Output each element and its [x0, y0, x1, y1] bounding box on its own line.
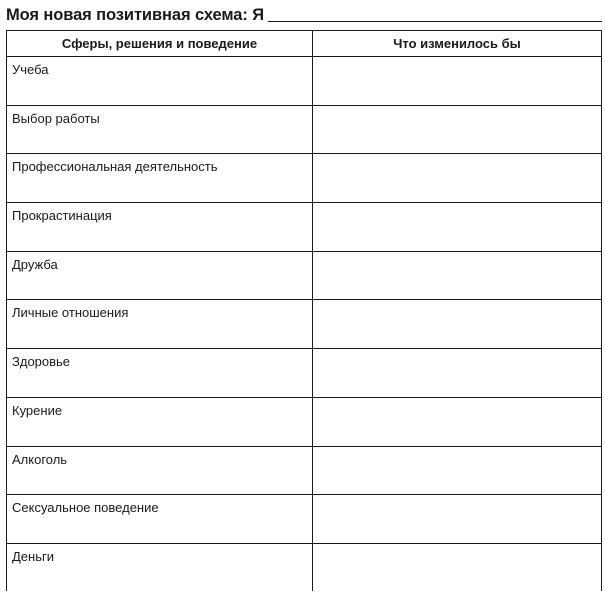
column-header-changes: Что изменилось бы	[393, 36, 521, 51]
row-answer-cell[interactable]	[313, 300, 601, 348]
row-label: Профессиональная деятельность	[7, 154, 313, 202]
row-label: Здоровье	[7, 349, 313, 397]
table-row	[7, 252, 601, 301]
table-row	[7, 106, 601, 155]
row-label: Деньги	[7, 544, 313, 591]
table-row	[7, 349, 601, 398]
row-label: Личные отношения	[7, 300, 313, 348]
row-label: Прокрастинация	[7, 203, 313, 251]
row-answer-cell[interactable]	[313, 106, 601, 154]
row-answer-cell[interactable]	[313, 544, 601, 591]
row-answer-cell[interactable]	[313, 495, 601, 543]
table-row	[7, 544, 601, 591]
table-row	[7, 495, 601, 544]
table-row	[7, 398, 601, 447]
title-fill-in-line[interactable]	[268, 21, 602, 22]
row-answer-cell[interactable]	[313, 398, 601, 446]
table-header-row	[7, 31, 601, 57]
table-row	[7, 154, 601, 203]
row-label: Дружба	[7, 252, 313, 300]
row-answer-cell[interactable]	[313, 447, 601, 495]
worksheet-title	[6, 3, 602, 25]
row-answer-cell[interactable]	[313, 154, 601, 202]
row-label: Курение	[7, 398, 313, 446]
table-row	[7, 203, 601, 252]
table-row	[7, 447, 601, 496]
table-row	[7, 57, 601, 106]
row-answer-cell[interactable]	[313, 57, 601, 105]
row-label: Выбор работы	[7, 106, 313, 154]
row-answer-cell[interactable]	[313, 203, 601, 251]
row-answer-cell[interactable]	[313, 252, 601, 300]
row-answer-cell[interactable]	[313, 349, 601, 397]
row-label: Учеба	[7, 57, 313, 105]
page-title: Моя новая позитивная схема: Я	[6, 6, 264, 24]
row-label: Сексуальное поведение	[7, 495, 313, 543]
worksheet-table	[6, 30, 602, 591]
row-label: Алкоголь	[7, 447, 313, 495]
column-header-areas: Сферы, решения и поведение	[7, 31, 313, 56]
table-row	[7, 300, 601, 349]
